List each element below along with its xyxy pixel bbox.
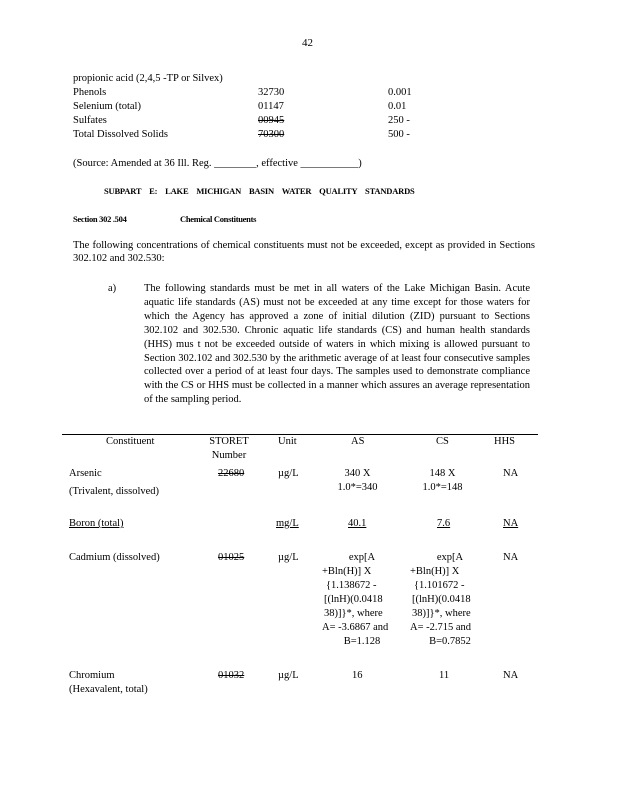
section-number: Section 302 .504: [73, 214, 127, 224]
top-row-value: 250 -: [388, 115, 410, 126]
unit: µg/L: [278, 468, 299, 479]
top-row-value: 0.01: [388, 101, 407, 112]
constituent-name: Boron (total): [69, 518, 124, 529]
as-formula-line: A= -3.6867 and: [322, 622, 389, 633]
constituent-name: (Trivalent, dissolved): [69, 486, 160, 497]
storet-number-struck: 22680: [218, 468, 245, 479]
as-formula: [322, 551, 402, 649]
hhs-value: NA: [503, 670, 519, 681]
constituent-name: Cadmium (dissolved): [69, 552, 160, 563]
item-a-text: The following standards must be met in all waters of the Lake Michigan Basin. Acute aquatic life standards (AS) must not be exceeded at any time except for those waters for which the Agency has approved a zone of initial dilution (ZID) pursuant to Sections 302.102 and 302.530. Chronic aquatic life standards (CS) and human health standards (HHS) mus t not be exceeded outside of waters in which mixing is allowed pursuant to Section 302.102 and 302.530 by the arithmetic average of at least four consecutive samples collected over a period of at least four days. The samples used to demonstrate compliance with the CS or HHS must be collected in a manner which assures an average representation of the sampling period.: [144, 283, 530, 406]
top-row-storet-struck: 70300: [258, 129, 285, 140]
top-row-storet: 01147: [258, 101, 284, 112]
cs-formula: [410, 551, 490, 649]
top-row-name: Sulfates: [73, 115, 107, 126]
hhs-value: NA: [503, 552, 519, 563]
top-row-name: Phenols: [73, 87, 107, 98]
as-formula-line: [(lnH)(0.0418: [324, 594, 383, 605]
top-row-storet: 32730: [258, 87, 285, 98]
as-formula-line: exp[A: [348, 552, 376, 563]
top-row-value: 500 -: [388, 129, 410, 140]
cs-formula-line: [(lnH)(0.0418: [412, 594, 471, 605]
unit: µg/L: [278, 552, 299, 563]
constituent-name: (Hexavalent, total): [69, 684, 148, 695]
header-storet: STORET: [209, 436, 249, 447]
as-value: 1.0*=340: [337, 482, 378, 493]
header-number: Number: [211, 450, 247, 461]
as-formula-line: B=1.128: [343, 636, 381, 647]
as-formula-line: 38)]}*, where: [324, 608, 383, 619]
cs-value: 1.0*=148: [422, 482, 463, 493]
as-formula-line: {1.138672 -: [326, 580, 377, 591]
intro-paragraph: The following concentrations of chemical constituents must not be exceeded, except as provided in Sections 302.102 and 302.530:: [73, 240, 535, 265]
unit: mg/L: [276, 518, 299, 529]
header-constituent: Constituent: [106, 436, 155, 447]
hhs-value: NA: [503, 518, 519, 529]
storet-number-struck: 01032: [218, 670, 245, 681]
cs-value: 7.6: [437, 518, 451, 529]
unit: µg/L: [278, 670, 299, 681]
header-hhs: HHS: [494, 436, 516, 447]
header-cs: CS: [436, 436, 449, 447]
cs-formula-line: exp[A: [436, 552, 464, 563]
as-value: 40.1: [348, 518, 367, 529]
item-a-label: a): [108, 283, 117, 294]
top-row-value: 0.001: [388, 87, 412, 98]
top-row-name: Selenium (total): [73, 101, 141, 112]
cs-formula-line: A= -2.715 and: [410, 622, 472, 633]
cs-formula-line: B=0.7852: [429, 636, 471, 647]
as-formula-line: +Bln(H)] X: [322, 566, 372, 577]
top-row-storet-struck: 00945: [258, 115, 285, 126]
cs-formula-line: 38)]}*, where: [412, 608, 471, 619]
constituent-name: Arsenic: [69, 468, 102, 479]
as-value: 340 X: [344, 468, 371, 479]
hhs-value: NA: [503, 468, 519, 479]
cs-formula-line: {1.101672 -: [414, 580, 465, 591]
storet-number-struck: 01025: [218, 552, 245, 563]
header-unit: Unit: [278, 436, 297, 447]
cs-formula-line: +Bln(H)] X: [410, 566, 460, 577]
section-title: Chemical Constituents: [180, 214, 257, 224]
source-note: (Source: Amended at 36 Ill. Reg. ________, effective ___________): [73, 158, 362, 169]
subpart-heading: SUBPART E: LAKE MICHIGAN BASIN WATER QUALITY STANDARDS: [104, 186, 415, 196]
header-as: AS: [351, 436, 365, 447]
top-row-name: Total Dissolved Solids: [73, 129, 168, 140]
as-value: 16: [352, 670, 363, 681]
top-row-name: propionic acid (2,4,5 -TP or Silvex): [73, 73, 223, 84]
cs-value: 11: [439, 670, 450, 681]
constituent-name: Chromium: [69, 670, 115, 681]
page-number: 42: [302, 37, 313, 49]
cs-value: 148 X: [429, 468, 456, 479]
